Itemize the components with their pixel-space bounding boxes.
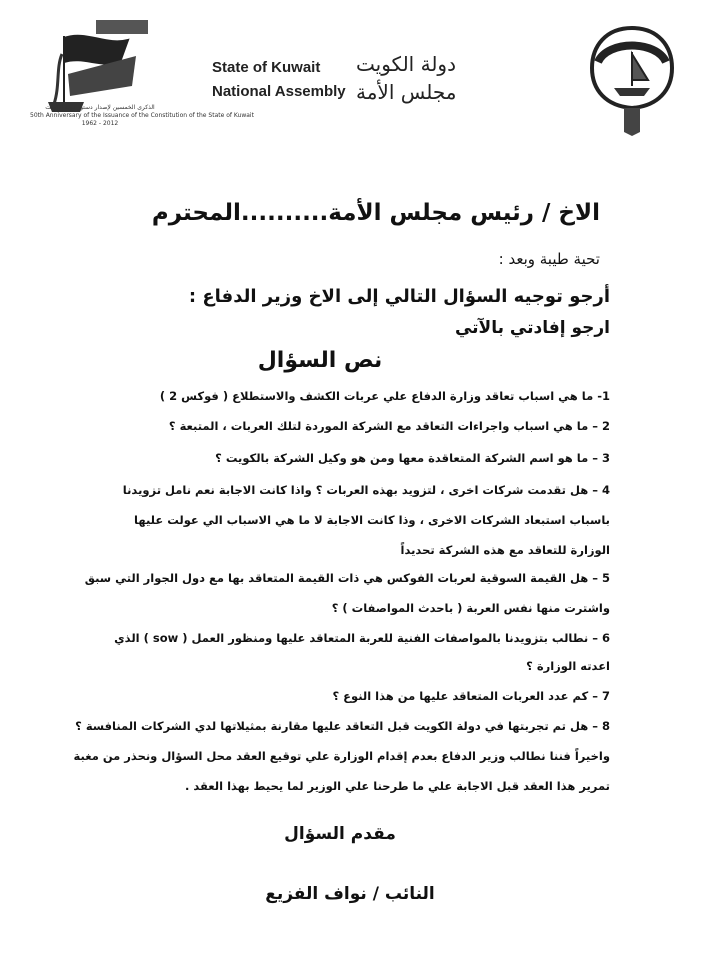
anniversary-caption [30, 104, 254, 128]
addressee-line: الاخ / رئيس مجلس الأمة..........المحترم [151, 200, 600, 226]
request-line: أرجو توجيه السؤال التالي إلى الاخ وزير الدفاع : [188, 286, 610, 307]
question-4: 4 – هل تقدمت شركات اخرى ، لتزويد بهذه العربات ؟ واذا كانت الاجابة نعم نامل تزويدنا [122, 483, 610, 497]
question-5: 5 – هل القيمة السوقية لعربات الفوكس هي ذات القيمة المتعاقد بها مع دول الجوار التي سبق [84, 571, 610, 585]
question-4-cont-2: الوزارة للتعاقد مع هذه الشركة تحديداً [400, 543, 610, 557]
header-arabic-state: دولة الكويت [356, 52, 456, 76]
question-title: نص السؤال [257, 348, 383, 373]
greeting: تحية طيبة وبعد : [498, 250, 600, 268]
header-state-of-kuwait: State of Kuwait [212, 59, 321, 76]
header-national-assembly: National Assembly [212, 83, 346, 100]
header-arabic-assembly: مجلس الأمة [356, 80, 457, 104]
question-4-cont-1: باسباب استبعاد الشركات الاخرى ، وذا كانت الاجابة لا ما هي الاسباب الي عولت عليها [134, 513, 610, 527]
question-1: 1- ما هي اسباب تعاقد وزارة الدفاع علي عربات الكشف والاستطلاع ( فوكس 2 ) [159, 389, 610, 403]
header-arabic [356, 50, 516, 106]
question-6-cont: اعدته الوزارة ؟ [526, 659, 610, 673]
question-6: 6 – نطالب بتزويدنا بالمواصفات الفنية للعربة المتعاقد عليها ومنظور العمل ( sow ) الذي [114, 631, 610, 645]
anniversary-arabic: الذكرى الخمسين لإصدار دستور دولة الكويت [45, 104, 155, 111]
question-7: 7 – كم عدد العربات المتعاقد عليها من هذا النوع ؟ [332, 689, 610, 703]
closing-line-2: تمرير هذا العقد قبل الاجابة علي ما طرحنا علي الوزير لما يحيط بهذا العقد . [185, 779, 610, 793]
question-3: 3 – ما هو اسم الشركة المتعاقدة معها ومن هو وكيل الشركة بالكويت ؟ [215, 451, 610, 465]
question-2: 2 – ما هي اسباب واجراءات التعاقد مع الشركة الموردة لتلك العربات ، المتبعة ؟ [168, 419, 610, 433]
submitter-label: مقدم السؤال [284, 824, 396, 844]
kuwait-emblem-icon [584, 22, 680, 138]
anniversary-english: 50th Anniversary of the Issuance of the Constitution of the State of Kuwait [30, 112, 254, 119]
question-8: 8 – هل تم تجربتها في دولة الكويت قبل التعاقد عليها مقارنة بمثيلاتها لدي الشركات المنافسة ؟ [75, 719, 610, 733]
header-english [212, 56, 362, 104]
signer-name: النائب / نواف الفزيع [265, 884, 435, 904]
question-5-cont: واشترت منها نفس العربة ( باحدث المواصفات ) ؟ [331, 601, 610, 615]
request-details-line: ارجو إفادتي بالآتي [454, 318, 610, 338]
closing-line-1: واخيراً فننا نطالب وزير الدفاع بعدم إقدام الوزارة علي توقيع العقد محل السؤال ونحذر من مغبة [73, 749, 610, 763]
anniversary-years: 1962 - 2012 [81, 120, 119, 127]
